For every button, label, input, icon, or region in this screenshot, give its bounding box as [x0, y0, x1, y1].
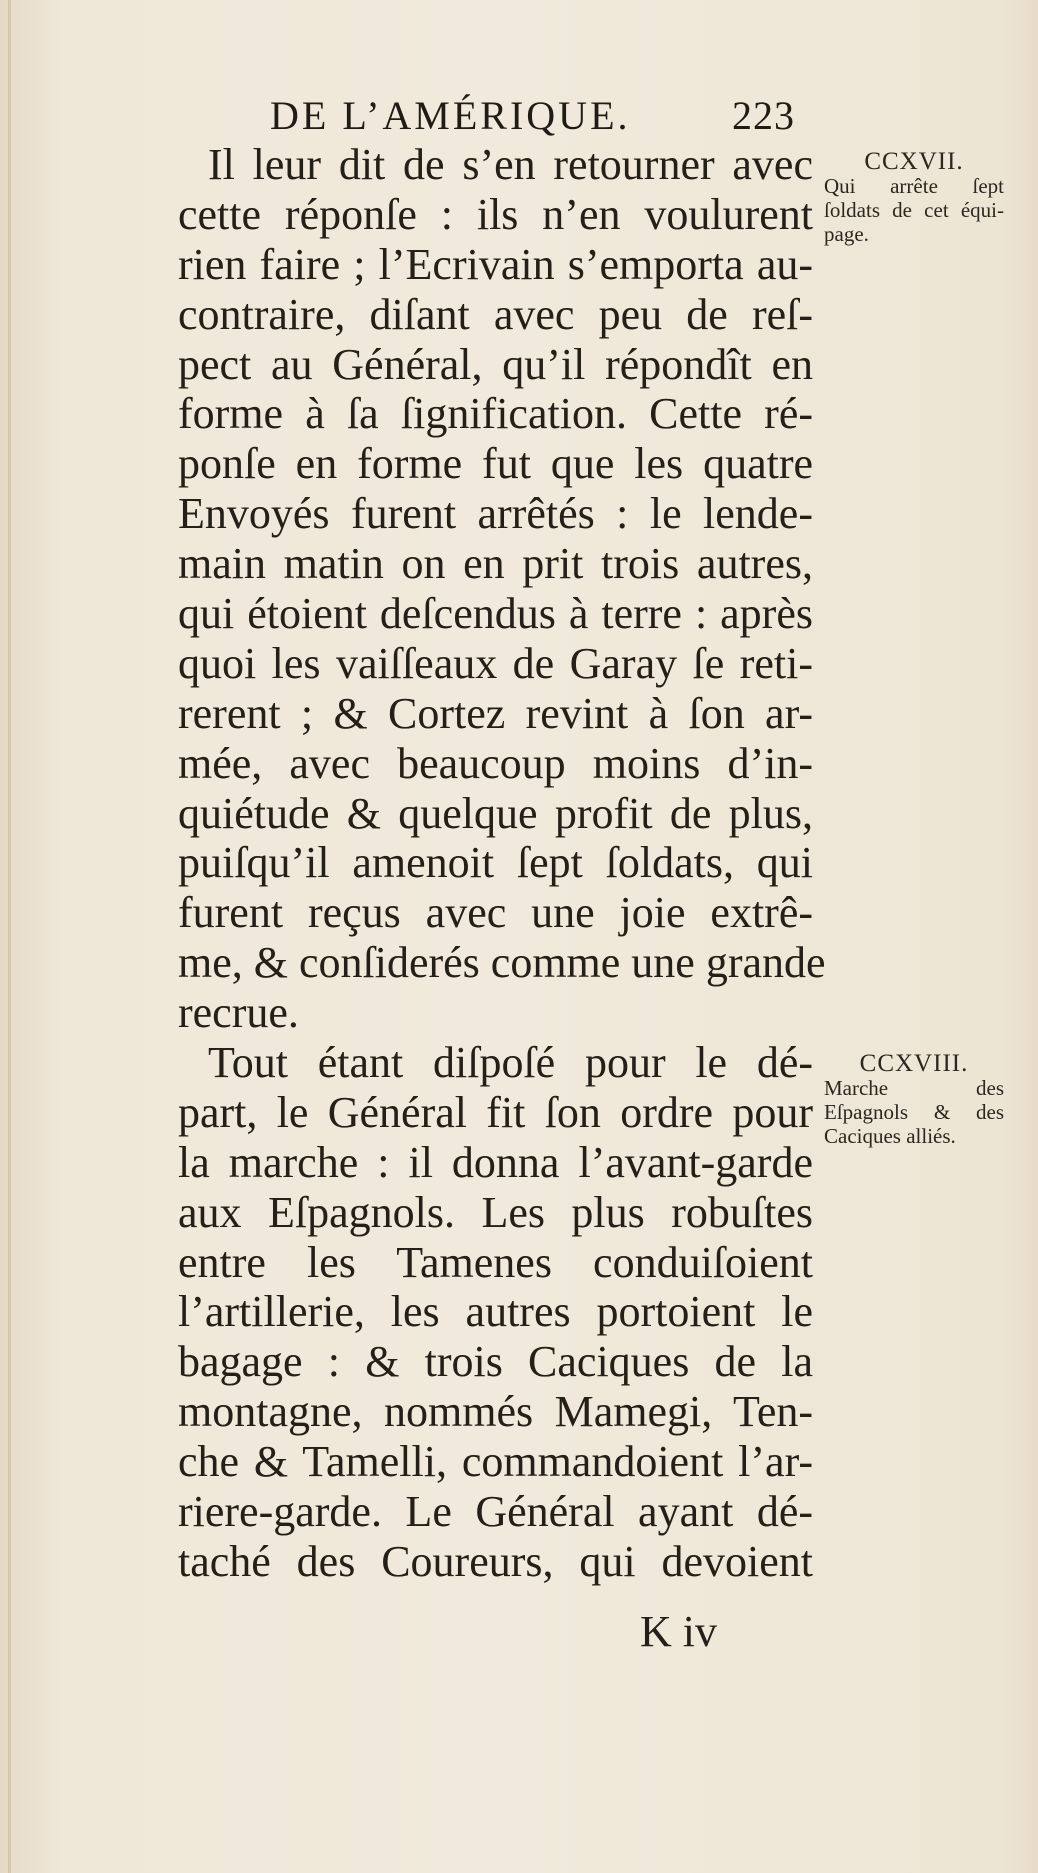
page-number: 223: [732, 93, 795, 138]
text-line: entre les Tamenes conduiſoient: [178, 1237, 813, 1287]
text-line: main matin on en prit trois autres,: [178, 539, 813, 589]
text-line: ponſe en forme fut que les quatre: [178, 439, 813, 489]
text-line: la marche : il donna l’avant-garde: [178, 1137, 813, 1187]
running-title: DE L’AMÉRIQUE.: [270, 93, 631, 138]
running-header: [270, 92, 795, 139]
text-line: part, le Général fit ſon ordre pour: [178, 1087, 813, 1137]
text-line: Il leur dit de s’en retourner avec: [208, 140, 813, 189]
text-line: Tout étant diſpoſé pour le dé-: [208, 1038, 813, 1088]
marginal-note: [824, 1052, 1004, 1148]
text-line: contraire, diſant avec peu de reſ-: [178, 289, 813, 339]
text-line: bagage : & trois Caciques de la: [178, 1337, 813, 1387]
marginal-note: [824, 150, 1004, 246]
marginal-note-text: Qui arrête ſept ſoldats de cet équi-page.: [824, 174, 1004, 246]
gutter-fold: [8, 0, 11, 1873]
text-line: me, & conſiderés comme une grande: [178, 938, 826, 988]
text-line: pect au Général, qu’il répondît en: [178, 339, 813, 389]
text-line: riere-garde. Le Général ayant dé-: [178, 1487, 813, 1537]
main-text-block: [178, 140, 826, 1587]
text-line: rien faire ; l’Ecrivain s’emporta au-: [178, 239, 813, 289]
text-line: che & Tamelli, commandoient l’ar-: [178, 1437, 813, 1487]
text-line: Envoyés furent arrêtés : le lende-: [178, 489, 813, 539]
text-line: qui étoient deſcendus à terre : après: [178, 589, 813, 639]
text-line: furent reçus avec une joie extrê-: [178, 888, 813, 938]
text-line: quoi les vaiſſeaux de Garay ſe reti-: [178, 638, 813, 688]
text-line: recrue.: [178, 988, 299, 1038]
text-line: puiſqu’il amenoit ſept ſoldats, qui: [178, 838, 813, 888]
signature-mark: K iv: [640, 1607, 717, 1656]
text-line: taché des Coureurs, qui devoient: [178, 1536, 813, 1586]
text-line: forme à ſa ſignification. Cette ré-: [178, 389, 813, 439]
marginal-note-number: CCXVII.: [864, 148, 964, 175]
text-line: quiétude & quelque profit de plus,: [178, 788, 813, 838]
marginal-note-number: CCXVIII.: [859, 1050, 969, 1077]
text-line: aux Eſpagnols. Les plus robuſtes: [178, 1187, 813, 1237]
text-line: mée, avec beaucoup moins d’in-: [178, 738, 813, 788]
marginal-note-text: Marche des Eſpagnols & des Caciques alliés.: [824, 1076, 1004, 1148]
text-line: rerent ; & Cortez revint à ſon ar-: [178, 688, 813, 738]
text-line: cette réponſe : ils n’en voulurent: [178, 189, 813, 239]
text-line: montagne, nommés Mamegi, Ten-: [178, 1387, 813, 1437]
text-line: l’artillerie, les autres portoient le: [178, 1287, 813, 1337]
